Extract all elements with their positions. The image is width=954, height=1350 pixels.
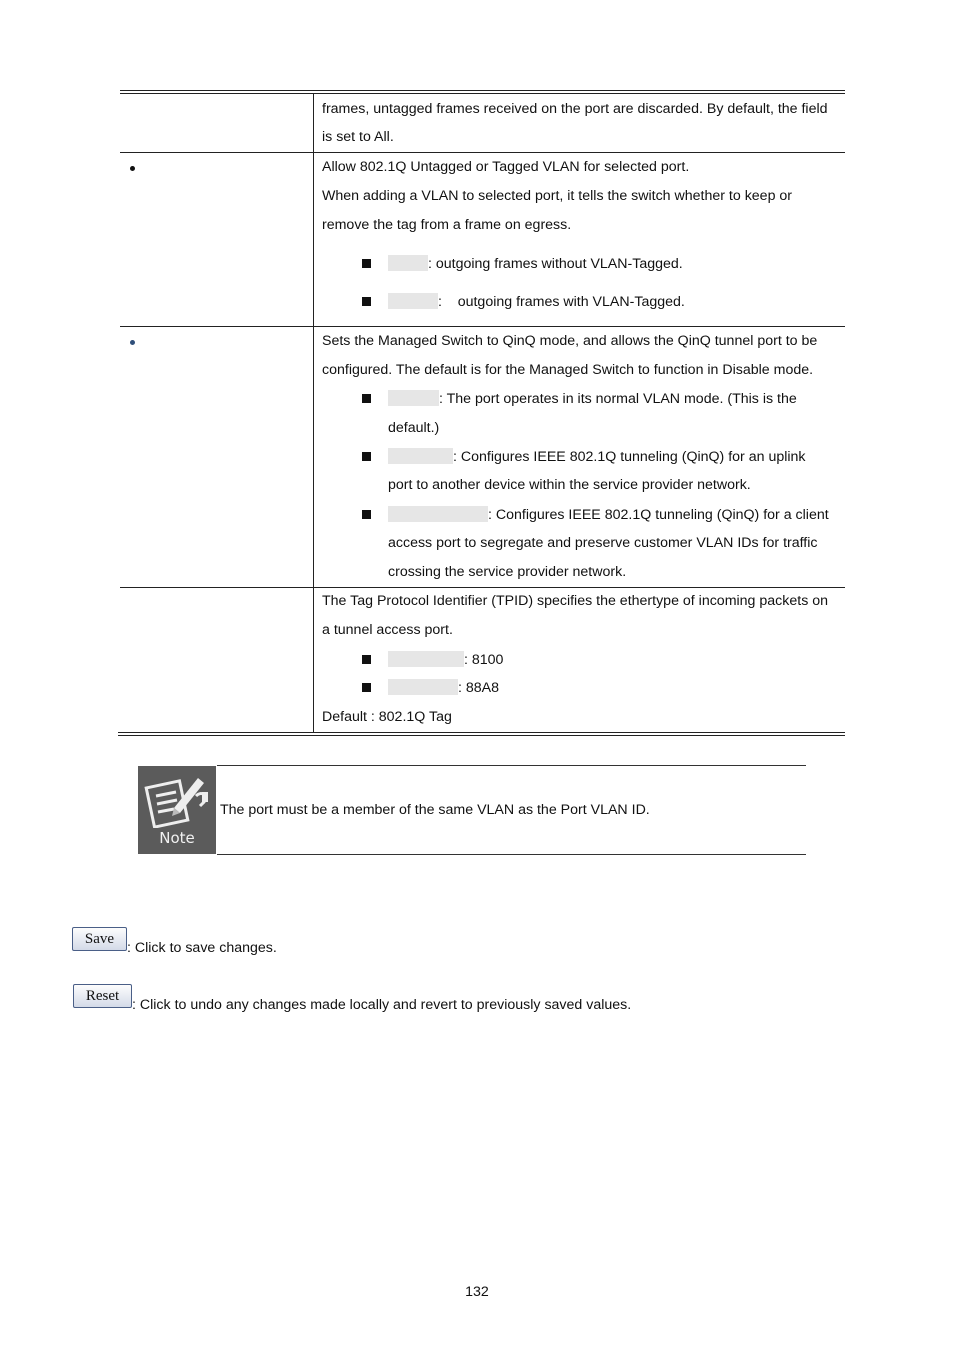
bullet-dot-icon (130, 166, 135, 171)
option-line: : The port operates in its normal VLAN mode. (This is the (388, 390, 797, 408)
note-icon-label: Note (159, 829, 195, 847)
notepad-pencil-icon (138, 766, 216, 828)
reset-button[interactable]: Reset (73, 984, 132, 1008)
description-line: frames, untagged frames received on the port are discarded. By default, the field (322, 101, 828, 117)
description-line: The Tag Protocol Identifier (TPID) specifies the ethertype of incoming packets on (322, 593, 829, 609)
square-bullet-icon (362, 452, 371, 461)
description-line: When adding a VLAN to selected port, it tells the switch whether to keep or (322, 188, 793, 204)
option-term-chip (388, 506, 488, 522)
square-bullet-icon (362, 683, 371, 692)
option-line: : Configures IEEE 802.1Q tunneling (QinQ) for a client (388, 506, 829, 524)
square-bullet-icon (362, 259, 371, 268)
option-term-chip (388, 390, 439, 406)
save-button[interactable]: Save (72, 927, 127, 951)
description-line: configured. The default is for the Managed Switch to function in Disable mode. (322, 362, 814, 378)
option-term-chip (388, 255, 428, 271)
option-term-chip (388, 293, 438, 309)
option-line: crossing the service provider network. (388, 564, 627, 580)
square-bullet-icon (362, 510, 371, 519)
description-line: remove the tag from a frame on egress. (322, 217, 572, 233)
option-line: : 8100 (388, 651, 503, 669)
save-description: : Click to save changes. (127, 940, 277, 956)
option-line: port to another device within the service provider network. (388, 477, 751, 493)
option-term-chip (388, 679, 458, 695)
note-text: The port must be a member of the same VLAN as the Port VLAN ID. (220, 802, 650, 818)
note-icon (138, 766, 216, 854)
option-line: default.) (388, 420, 440, 436)
page-number: 132 (465, 1284, 489, 1300)
reset-description: : Click to undo any changes made locally and revert to previously saved values. (132, 997, 632, 1013)
description-line: a tunnel access port. (322, 622, 453, 638)
option-line: : outgoing frames with VLAN-Tagged. (388, 293, 685, 311)
option-line: access port to segregate and preserve customer VLAN IDs for traffic (388, 535, 818, 551)
option-term-chip (388, 651, 464, 667)
description-line: Allow 802.1Q Untagged or Tagged VLAN for selected port. (322, 159, 690, 175)
description-line: Sets the Managed Switch to QinQ mode, and allows the QinQ tunnel port to be (322, 333, 818, 349)
option-line: : outgoing frames without VLAN-Tagged. (388, 255, 683, 273)
bullet-dot-icon (130, 340, 135, 345)
square-bullet-icon (362, 297, 371, 306)
description-line: is set to All. (322, 129, 394, 145)
option-line: : 88A8 (388, 679, 499, 697)
default-value-line: Default : 802.1Q Tag (322, 709, 452, 725)
option-line: : Configures IEEE 802.1Q tunneling (QinQ) for an uplink (388, 448, 806, 466)
square-bullet-icon (362, 655, 371, 664)
square-bullet-icon (362, 394, 371, 403)
option-term-chip (388, 448, 453, 464)
